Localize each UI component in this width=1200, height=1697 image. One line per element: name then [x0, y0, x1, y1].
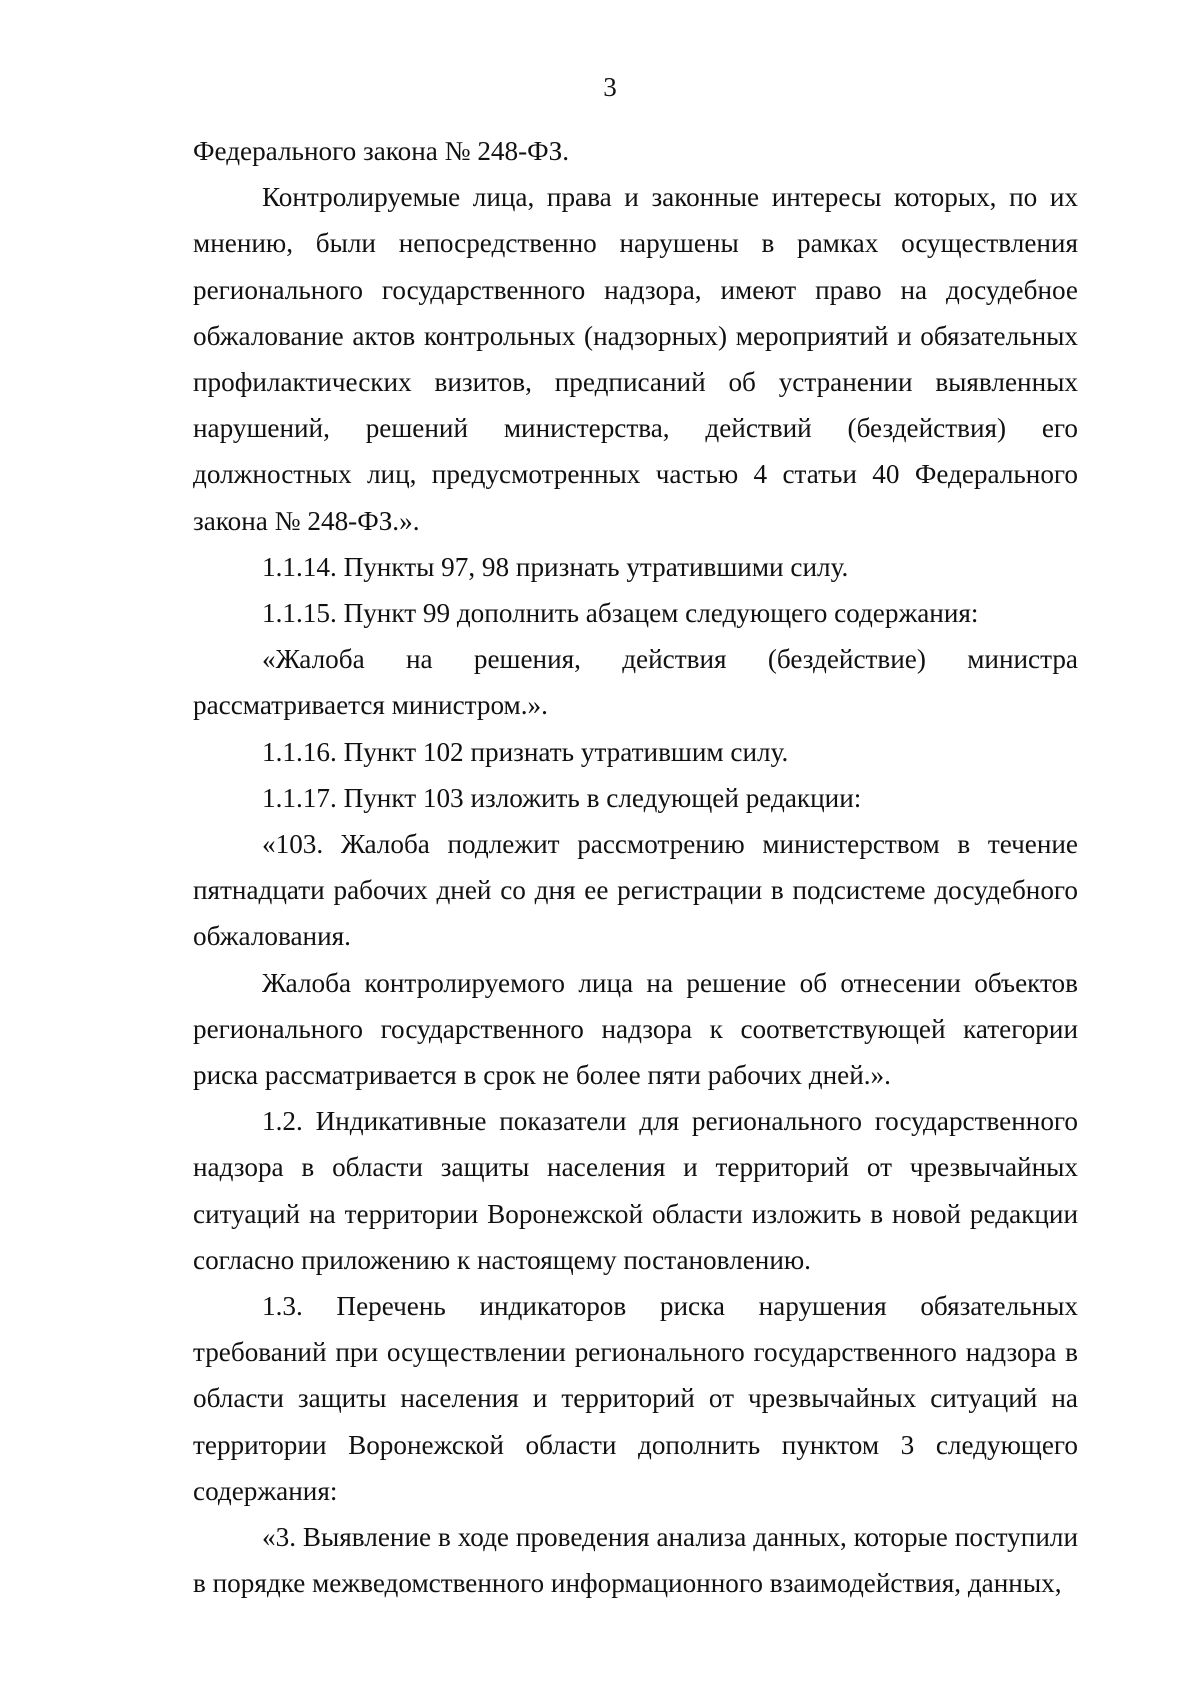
paragraph: 1.1.17. Пункт 103 изложить в следующей редакции: [262, 782, 862, 813]
paragraph: «3. Выявление в ходе проведения анализа данных, которые поступили в порядке межведомственного информационного взаимодействия, данных, [193, 1522, 1078, 1599]
paragraph: «103. Жалоба подлежит рассмотрению министерством в течение пятнадцати рабочих дней со дня ее регистрации в подсистеме досудебного обжалования. [193, 829, 1078, 952]
document-body [193, 128, 1078, 1607]
paragraph: 1.1.16. Пункт 102 признать утратившим силу. [262, 736, 789, 767]
paragraph: 1.1.15. Пункт 99 дополнить абзацем следующего содержания: [262, 598, 979, 629]
paragraph: Контролируемые лица, права и законные интересы которых, по их мнению, были непосредственно нарушены в рамках осуществления регионального государственного надзора, имеют право на досудебное обжалование актов контрольных (надзорных) мероприятий и обязательных профилактических визитов, предписаний об устранении выявленных нарушений, решений министерства, действий (бездействия) его должностных лиц, предусмотренных частью 4 статьи 40 Федерального закона № 248-ФЗ.». [193, 182, 1078, 536]
paragraph: Федерального закона № 248-ФЗ. [193, 136, 570, 166]
paragraph: Жалоба контролируемого лица на решение об отнесении объектов регионального государственного надзора к соответствующей категории риска рассматривается в срок не более пяти рабочих дней.». [193, 967, 1078, 1091]
paragraph: 1.1.14. Пункты 97, 98 признать утратившими силу. [262, 551, 849, 582]
page-number: 3 [603, 72, 617, 102]
paragraph: «Жалоба на решения, действия (бездействие) министра рассматривается министром.». [193, 644, 1078, 721]
paragraph: 1.3. Перечень индикаторов риска нарушения обязательных требований при осуществлении регионального государственного надзора в области защиты населения и территорий от чрезвычайных ситуаций на территории Воронежской области дополнить пунктом 3 следующего содержания: [193, 1291, 1078, 1506]
paragraph: 1.2. Индикативные показатели для регионального государственного надзора в области защиты населения и территорий от чрезвычайных ситуаций на территории Воронежской области изложить в новой редакции согласно приложению к настоящему постановлению. [193, 1106, 1078, 1275]
